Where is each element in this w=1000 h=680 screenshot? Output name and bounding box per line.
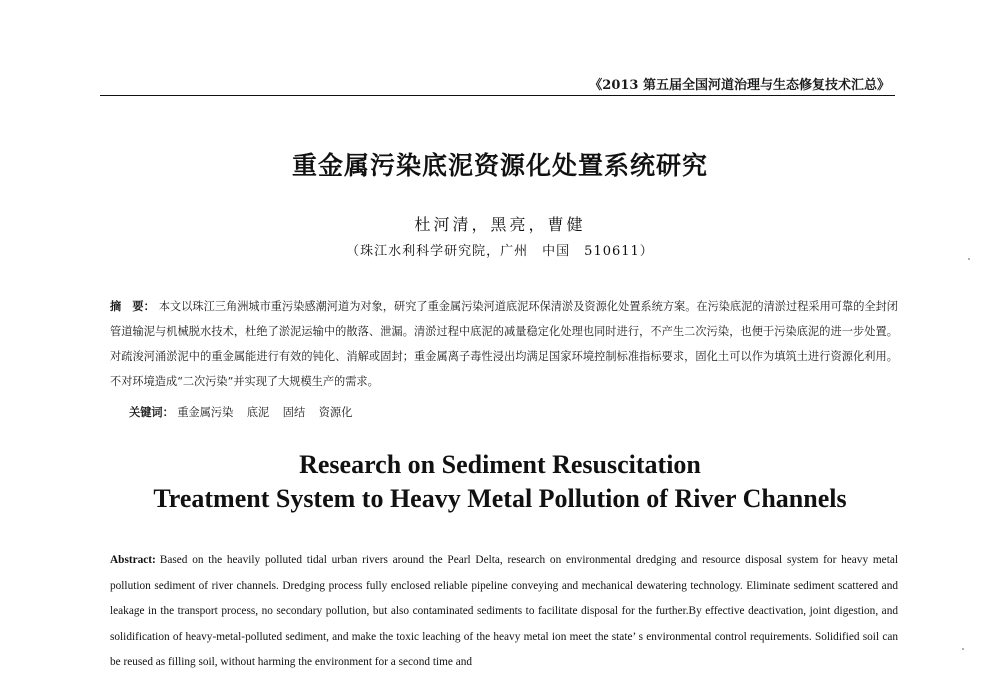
abstract-en	[110, 548, 898, 676]
title-en-line1: Research on Sediment Resuscitation	[299, 450, 701, 479]
title-en	[0, 448, 1000, 516]
title-zh: 重金属污染底泥资源化处置系统研究	[291, 151, 708, 180]
affiliation: （珠江水利科学研究院，广州 中国 510611）	[346, 244, 654, 259]
title-en-line2: Treatment System to Heavy Metal Pollution of River Channels	[153, 484, 847, 513]
abstract-en-label: Abstract:	[110, 554, 156, 566]
abstract-zh-text: 本文以珠江三角洲城市重污染感潮河道为对象，研究了重金属污染河道底泥环保清淤及资源化处置系统方案。在污染底泥的清淤过程采用可靠的全封闭管道输泥与机械脱水技术，杜绝了淤泥运输中的散落、泄漏。清淤过程中底泥的减量稳定化处理也同时进行，不产生二次污染，也便于污染底泥的进一步处置。对疏浚河涌淤泥中的重金属能进行有效的钝化、消解或固封；重金属离子毒性浸出均满足国家环境控制标准指标要求，固化土可以作为填筑土进行资源化利用。不对环境造成“二次污染”并实现了大规模生产的需求。	[110, 300, 898, 388]
abstract-zh-label: 摘 要：	[110, 299, 155, 313]
keyword: 重金属污染	[177, 406, 234, 419]
abstract-zh	[110, 294, 898, 394]
keyword: 资源化	[318, 406, 353, 419]
keywords-zh	[129, 404, 362, 420]
abstract-en-text: Based on the heavily polluted tidal urban rivers around the Pearl Delta, research on environmental dredging and resource disposal system for heavy metal pollution sediment of river channels. Dredging process fully enclosed reliable pipeline conveying and mechanical dewatering technology. Eliminate sediment scattered and leakage in the transport process, no secondary pollution, but also contaminated sediments to facilitate disposal for the further.By effective deactivation, joint digestion, and solidification of heavy-metal-polluted sediment, and make the toxic leaching of the heavy metal ion meet the state’ s environmental control requirements. Solidified soil can be reused as filling soil, without harming the environment for a second time and	[110, 554, 898, 668]
running-head: 《2013 第五届全国河道治理与生态修复技术汇总》	[589, 78, 890, 93]
keywords-zh-label: 关键词：	[129, 405, 174, 419]
authors: 杜河清，黑亮，曹健	[414, 215, 586, 234]
header-rule	[100, 95, 895, 96]
keyword: 底泥	[246, 406, 270, 419]
keyword: 固结	[282, 406, 306, 419]
scan-speck	[962, 648, 964, 650]
scan-speck	[968, 258, 970, 260]
